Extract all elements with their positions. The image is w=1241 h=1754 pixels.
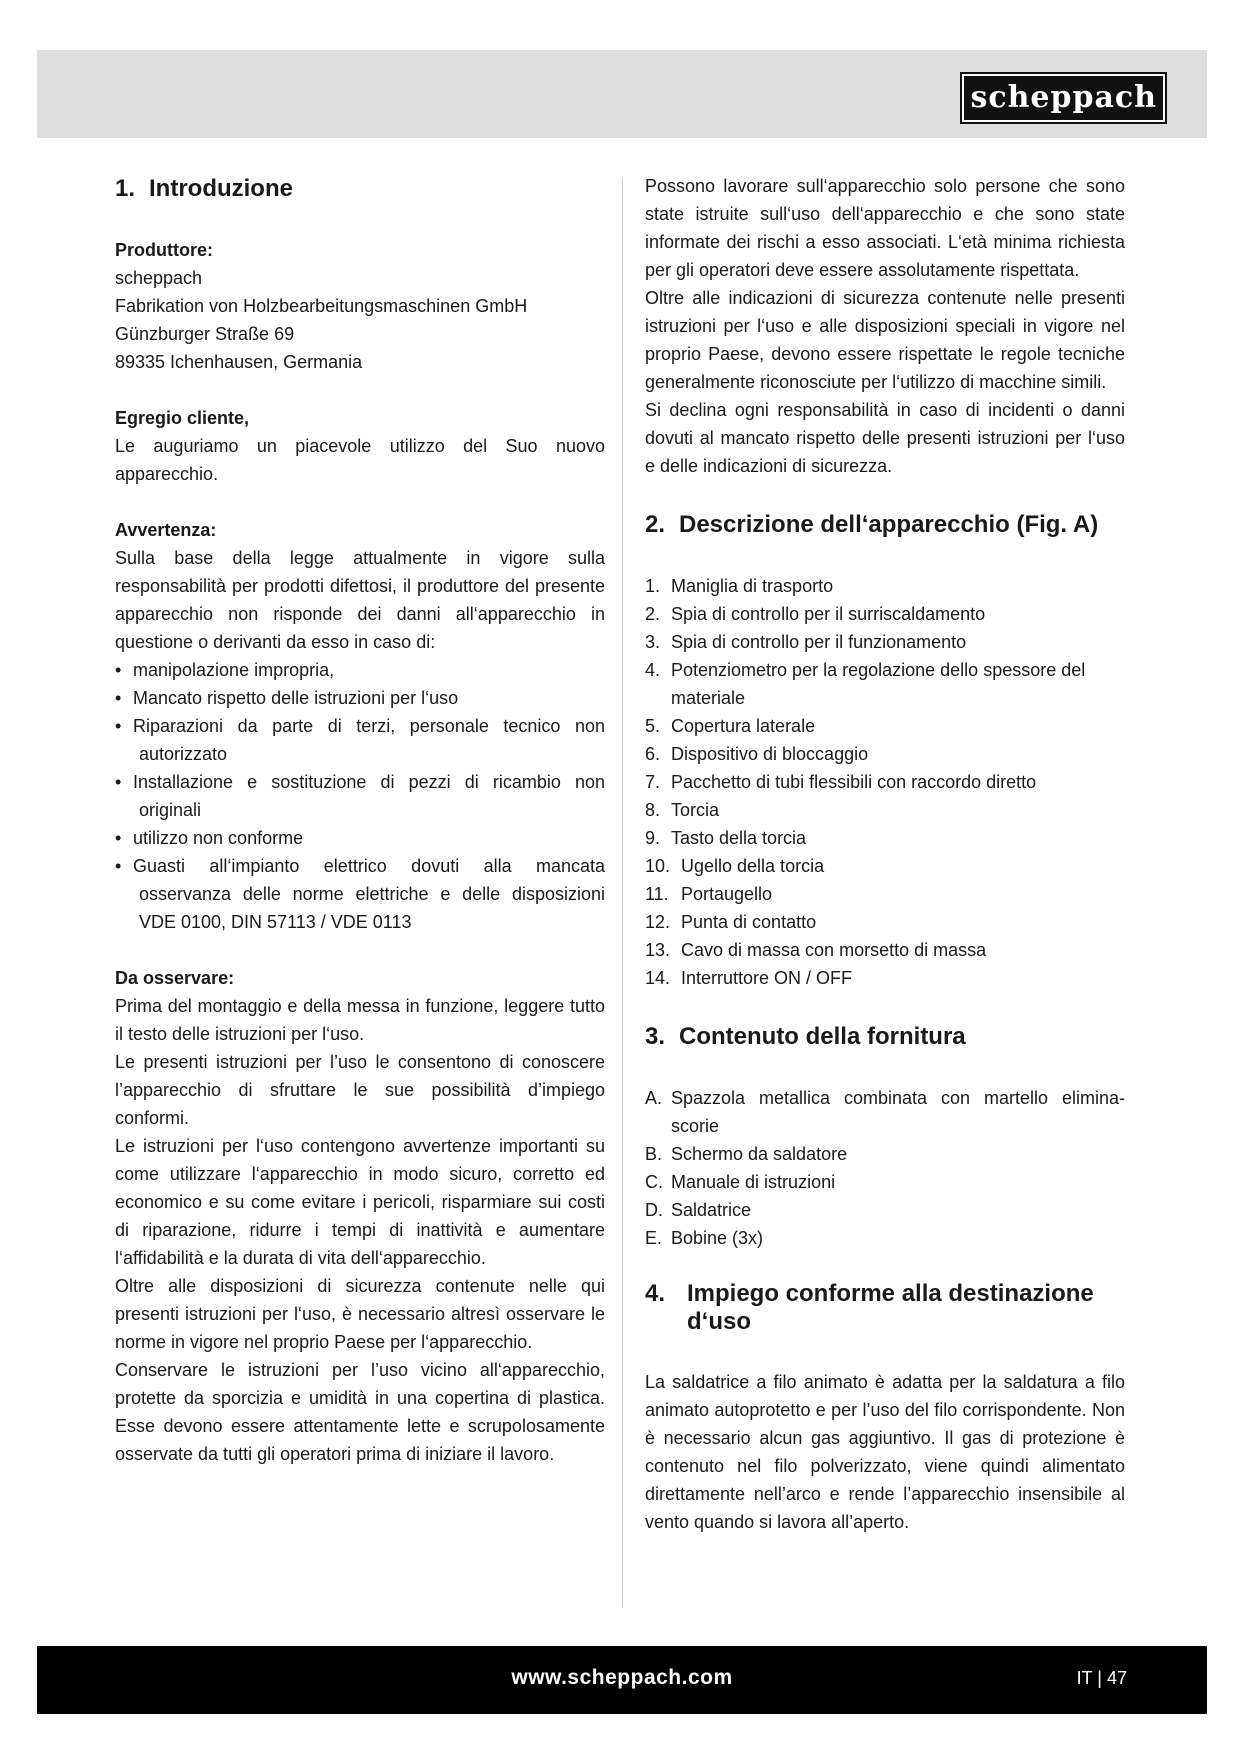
device-parts-list	[645, 572, 1125, 992]
list-item: • Installazione e sostituzione di pezzi di ricambio non originali	[115, 772, 605, 820]
list-item: 13. Cavo di massa con morsetto di massa	[645, 940, 987, 960]
list-item: 3. Spia di controllo per il funzionamento	[645, 632, 967, 652]
list-item: • Mancato rispetto delle istruzioni per l‘uso	[115, 688, 459, 708]
brand-logo: scheppach	[960, 72, 1167, 124]
list-item: B. Schermo da saldatore	[645, 1144, 848, 1164]
list-item: 6. Dispositivo di bloccaggio	[645, 744, 869, 764]
section-4-heading: 4. Impiego conforme alla destinazione d‘uso	[645, 1280, 1094, 1335]
left-column	[115, 172, 605, 1468]
list-item: 7. Pacchetto di tubi flessibili con raccordo diretto	[645, 772, 1037, 792]
note-label: Da osservare:	[115, 968, 235, 988]
note-paragraph: Conservare le istruzioni per l’uso vicino all‘apparecchio, protette da sporcizia e umidità in una copertina di plastica. Esse devono essere attentamente lette e scrupolosamente osservate da tutti gli operatori prima di iniziare il lavoro.	[115, 1360, 605, 1464]
list-item: 2. Spia di controllo per il surriscaldamento	[645, 604, 986, 624]
intro-paragraph: Oltre alle indicazioni di sicurezza contenute nelle presenti istruzioni per l‘uso e alle disposizioni speciali in vigore nel proprio Paese, devono essere rispettate le regole tecniche generalmente riconosciute per l‘utilizzo di macchine simili.	[645, 288, 1125, 392]
list-item: E. Bobine (3x)	[645, 1228, 764, 1248]
dear-customer-label: Egregio cliente,	[115, 408, 250, 428]
list-item: 10. Ugello della torcia	[645, 856, 825, 876]
section-1-heading: 1. Introduzione	[115, 175, 293, 202]
list-item: 8. Torcia	[645, 800, 720, 820]
note-paragraph: Le presenti istruzioni per l’uso le consentono di conoscere l’apparecchio di sfruttare le sue possibilità d’impiego conformi.	[115, 1052, 605, 1128]
list-item: 5. Copertura laterale	[645, 716, 816, 736]
warning-label: Avvertenza:	[115, 520, 217, 540]
list-item: 4. Potenziometro per la regolazione dello spessore del materiale	[645, 660, 1086, 708]
footer-bar	[37, 1646, 1207, 1714]
list-item: 1. Maniglia di trasporto	[645, 576, 834, 596]
manufacturer-line: Günzburger Straße 69	[115, 324, 295, 344]
section-2-heading: 2. Descrizione dell‘apparecchio (Fig. A)	[645, 511, 1099, 538]
list-item: • Riparazioni da parte di terzi, personale tecnico non autorizzato	[115, 716, 605, 764]
warning-text: Sulla base della legge attualmente in vigore sulla responsabilità per prodotti difettosi, il produttore del presente apparecchio non risponde dei danni all‘apparecchio in questione o derivanti da esso in caso di:	[115, 548, 605, 652]
list-item: 12. Punta di contatto	[645, 912, 817, 932]
list-item: 11. Portaugello	[645, 884, 773, 904]
manufacturer-line: 89335 Ichenhausen, Germania	[115, 352, 363, 372]
header-band	[37, 50, 1207, 138]
website-link[interactable]: www.scheppach.com	[511, 1666, 733, 1689]
dear-customer-text: Le auguriamo un piacevole utilizzo del Suo nuovo apparecchio.	[115, 436, 605, 484]
section-3-heading: 3. Contenuto della fornitura	[645, 1023, 966, 1050]
manufacturer-label: Produttore:	[115, 240, 213, 260]
note-paragraph: Oltre alle disposizioni di sicurezza contenute nelle qui presenti istruzioni per l‘uso, è necessario altresì osservare le norme in vigore nel proprio Paese per l‘apparecchio.	[115, 1276, 605, 1352]
note-paragraph: Le istruzioni per l‘uso contengono avvertenze importanti su come utilizzare l‘apparecchio in modo sicuro, corretto ed economico e su come evitare i pericoli, risparmiare sui costi di riparazione, ridurre i tempi di inattività e aumentare l‘affidabilità e la durata di vita dell‘apparecchio.	[115, 1136, 605, 1268]
delivery-contents-list	[645, 1084, 1125, 1252]
list-item: 9. Tasto della torcia	[645, 828, 807, 848]
list-item: • utilizzo non conforme	[115, 828, 304, 848]
manufacturer-line: scheppach	[115, 268, 203, 288]
list-item: C. Manuale di istruzioni	[645, 1172, 836, 1192]
intended-use-text: La saldatrice a filo animato è adatta per la saldatura a filo animato autoprotetto e per l’uso del filo corrispondente. Non è necessario alcun gas aggiuntivo. Il gas di protezione è contenuto nel filo polverizzato, viene quindi alimentato direttamente nell’arco e rende l’apparecchio insensibile al vento quando si lavora all’aperto.	[645, 1372, 1125, 1532]
list-item: D. Saldatrice	[645, 1200, 752, 1220]
list-item: A. Spazzola metallica combinata con martello elimina-scorie	[645, 1088, 1125, 1136]
list-item: • manipolazione impropria,	[115, 660, 335, 680]
list-item: • Guasti all‘impianto elettrico dovuti alla mancata osservanza delle norme elettriche e delle disposizioni VDE 0100, DIN 57113 / VDE 0113	[115, 856, 605, 932]
manufacturer-line: Fabrikation von Holzbearbeitungsmaschinen GmbH	[115, 296, 528, 316]
intro-paragraph: Possono lavorare sull‘apparecchio solo persone che sono state istruite sull‘uso dell‘apparecchio e che sono state informate dei rischi a esso associati. L‘età minima richiesta per gli operatori deve essere assolutamente rispettata.	[645, 176, 1125, 280]
column-divider	[622, 178, 623, 1608]
note-paragraph: Prima del montaggio e della messa in funzione, leggere tutto il testo delle istruzioni per l‘uso.	[115, 996, 605, 1044]
list-item: 14. Interruttore ON / OFF	[645, 968, 853, 988]
intro-paragraph: Si declina ogni responsabilità in caso di incidenti o danni dovuti al mancato rispetto delle presenti istruzioni per l‘uso e delle indicazioni di sicurezza.	[645, 400, 1125, 476]
warning-list	[115, 656, 605, 936]
page-number: IT | 47	[1076, 1668, 1127, 1688]
right-column	[645, 172, 1125, 1536]
